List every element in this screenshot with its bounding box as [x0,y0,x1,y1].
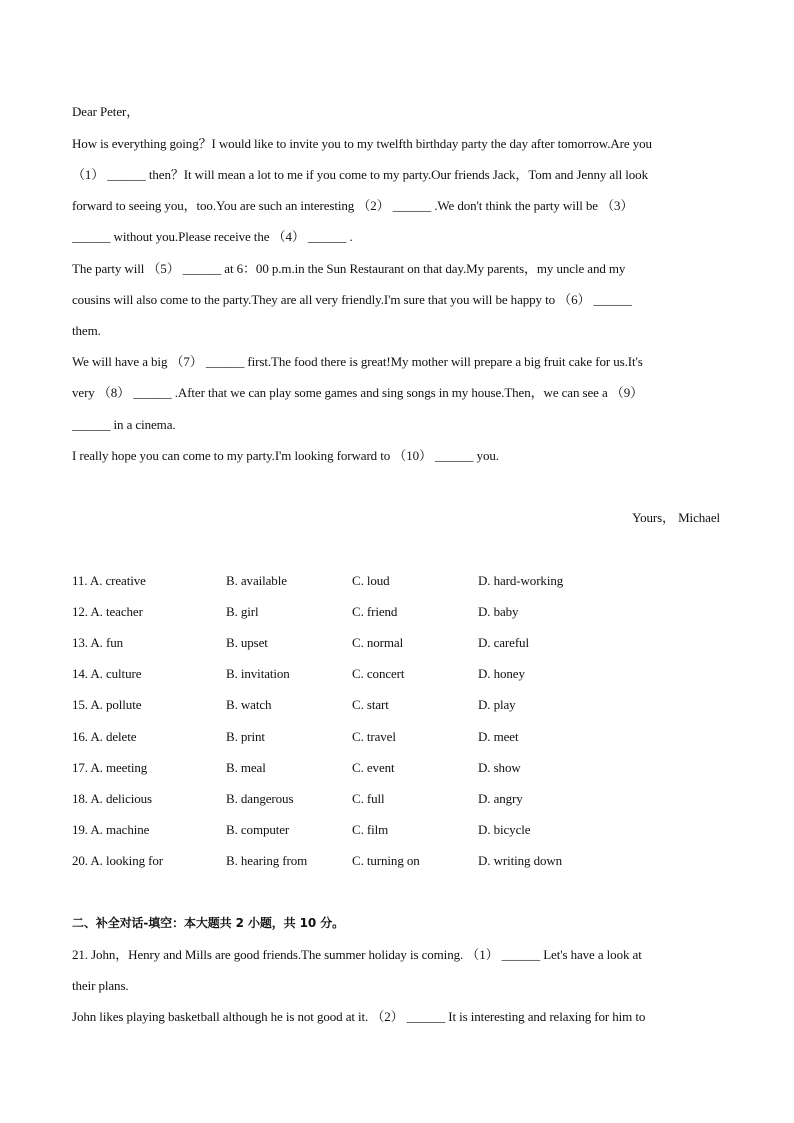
option-a: 16. A. delete [72,729,137,744]
option-a: 15. A. pollute [72,697,142,712]
letter-line: I really hope you can come to my party.I'm looking forward to （10） ______ you. [72,448,499,463]
option-b: B. watch [226,697,272,712]
option-a: 13. A. fun [72,635,124,650]
option-d: D. bicycle [478,822,531,837]
option-d: D. baby [478,604,519,619]
option-a: 12. A. teacher [72,604,143,619]
option-a: 17. A. meeting [72,760,148,775]
letter-line: ______ in a cinema. [72,417,176,432]
letter-line: ______ without you.Please receive the （4） ______ . [72,229,353,244]
option-c: C. travel [352,729,396,744]
option-c: C. friend [352,604,398,619]
option-d: D. writing down [478,853,563,868]
letter-line: The party will （5） ______ at 6：00 p.m.in the Sun Restaurant on that day.My parents，my uncle and my [72,261,626,276]
option-d: D. play [478,697,516,712]
option-a: 20. A. looking for [72,853,164,868]
option-b: B. girl [226,604,259,619]
option-c: C. start [352,697,389,712]
option-b: B. upset [226,635,268,650]
dialogue-line: 21. John，Henry and Mills are good friends.The summer holiday is coming. （1） ______ Let's have a look at [72,947,642,962]
option-b: B. available [226,573,287,588]
letter-line: very （8） ______ .After that we can play some games and sing songs in my house.Then，we can see a （9） [72,385,643,400]
letter-line: cousins will also come to the party.They are all very friendly.I'm sure that you will be happy to （6） ______ [72,292,632,307]
letter-line: forward to seeing you，too.You are such an interesting （2） ______ .We don't think the party will be （3） [72,198,634,213]
option-c: C. film [352,822,389,837]
option-c: C. loud [352,573,390,588]
option-a: 18. A. delicious [72,791,153,806]
section-heading: 二、补全对话-填空：本大题共 2 小题，共 10 分。 [72,916,345,930]
dialogue-line: John likes playing basketball although he is not good at it. （2） ______ It is interesting and relaxing for him to [72,1009,646,1024]
letter-greeting: Dear Peter， [72,104,140,119]
option-b: B. invitation [226,666,290,681]
letter-signature: Yours， Michael [632,510,720,525]
option-a: 19. A. machine [72,822,150,837]
option-b: B. hearing from [226,853,308,868]
option-d: D. honey [478,666,525,681]
dialogue-line: their plans. [72,978,129,993]
option-a: 14. A. culture [72,666,142,681]
option-b: B. dangerous [226,791,294,806]
letter-line: them. [72,323,101,338]
option-c: C. normal [352,635,404,650]
option-b: B. meal [226,760,266,775]
option-c: C. event [352,760,395,775]
option-d: D. show [478,760,521,775]
option-c: C. concert [352,666,405,681]
option-c: C. turning on [352,853,420,868]
option-d: D. angry [478,791,523,806]
option-d: D. hard-working [478,573,564,588]
option-c: C. full [352,791,385,806]
option-d: D. meet [478,729,519,744]
option-b: B. print [226,729,265,744]
letter-line: How is everything going？I would like to invite you to my twelfth birthday party the day after tomorrow.Are you [72,136,652,151]
option-d: D. careful [478,635,529,650]
option-a: 11. A. creative [72,573,146,588]
option-b: B. computer [226,822,290,837]
letter-line: （1） ______ then？It will mean a lot to me if you come to my party.Our friends Jack，Tom and Jenny all look [72,167,648,182]
letter-line: We will have a big （7） ______ first.The food there is great!My mother will prepare a big fruit cake for us.It's [72,354,643,369]
